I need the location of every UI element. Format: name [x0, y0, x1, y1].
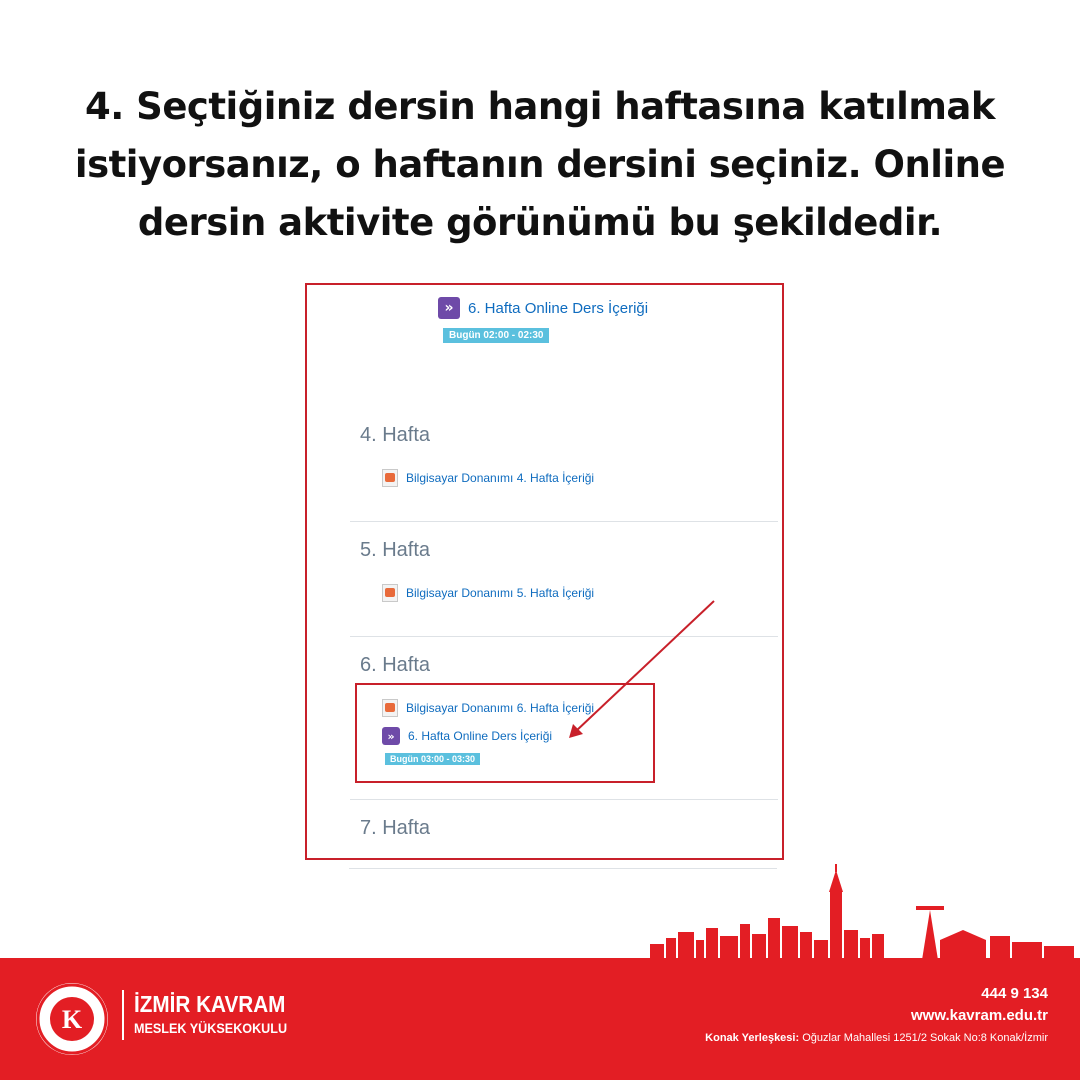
annotation-arrow	[307, 285, 784, 860]
online-lesson-icon: »	[382, 727, 400, 745]
address-text: Oğuzlar Mahallesi 1251/2 Sokak No:8 Konak/İzmir	[802, 1032, 1048, 1044]
phone-number: 444 9 134	[981, 985, 1048, 1002]
course-screenshot	[305, 283, 784, 860]
headline-line-1: 4. Seçtiğiniz dersin hangi haftasına katılmak	[85, 85, 995, 128]
week-6-title: 6. Hafta	[360, 654, 431, 676]
week-5-title: 5. Hafta	[360, 539, 431, 561]
brand-name: İZMİR KAVRAM	[134, 991, 286, 1017]
izmir-skyline-graphic	[640, 862, 1080, 962]
week-4-file-label: Bilgisayar Donanımı 4. Hafta İçeriği	[406, 471, 595, 485]
online-lesson-icon: »	[438, 297, 460, 319]
brand-divider	[122, 990, 124, 1040]
headline-line-3: dersin aktivite görünümü bu şekildedir.	[137, 201, 943, 244]
headline-line-2: istiyorsanız, o haftanın dersini seçiniz. Online	[74, 143, 1006, 186]
kavram-logo	[36, 983, 108, 1055]
address	[705, 1032, 1048, 1044]
week-7-title: 7. Hafta	[360, 817, 431, 839]
week-5-file-label: Bilgisayar Donanımı 5. Hafta İçeriği	[406, 586, 595, 600]
website-link[interactable]: www.kavram.edu.tr	[911, 1007, 1048, 1024]
headline	[40, 78, 1040, 252]
top-activity-time-badge: Bugün 02:00 - 02:30	[443, 328, 549, 343]
top-online-activity-label: 6. Hafta Online Ders İçeriği	[468, 299, 649, 317]
week-6-activity-time-badge: Bugün 03:00 - 03:30	[385, 753, 480, 765]
address-label: Konak Yerleşkesi:	[705, 1032, 800, 1044]
week-6-file-label: Bilgisayar Donanımı 6. Hafta İçeriği	[406, 701, 595, 715]
week-4-title: 4. Hafta	[360, 424, 431, 446]
brand-subtitle: MESLEK YÜKSEKOKULU	[134, 1020, 288, 1036]
week-6-online-activity-label: 6. Hafta Online Ders İçeriği	[408, 729, 553, 743]
svg-text:K: K	[61, 1005, 83, 1034]
